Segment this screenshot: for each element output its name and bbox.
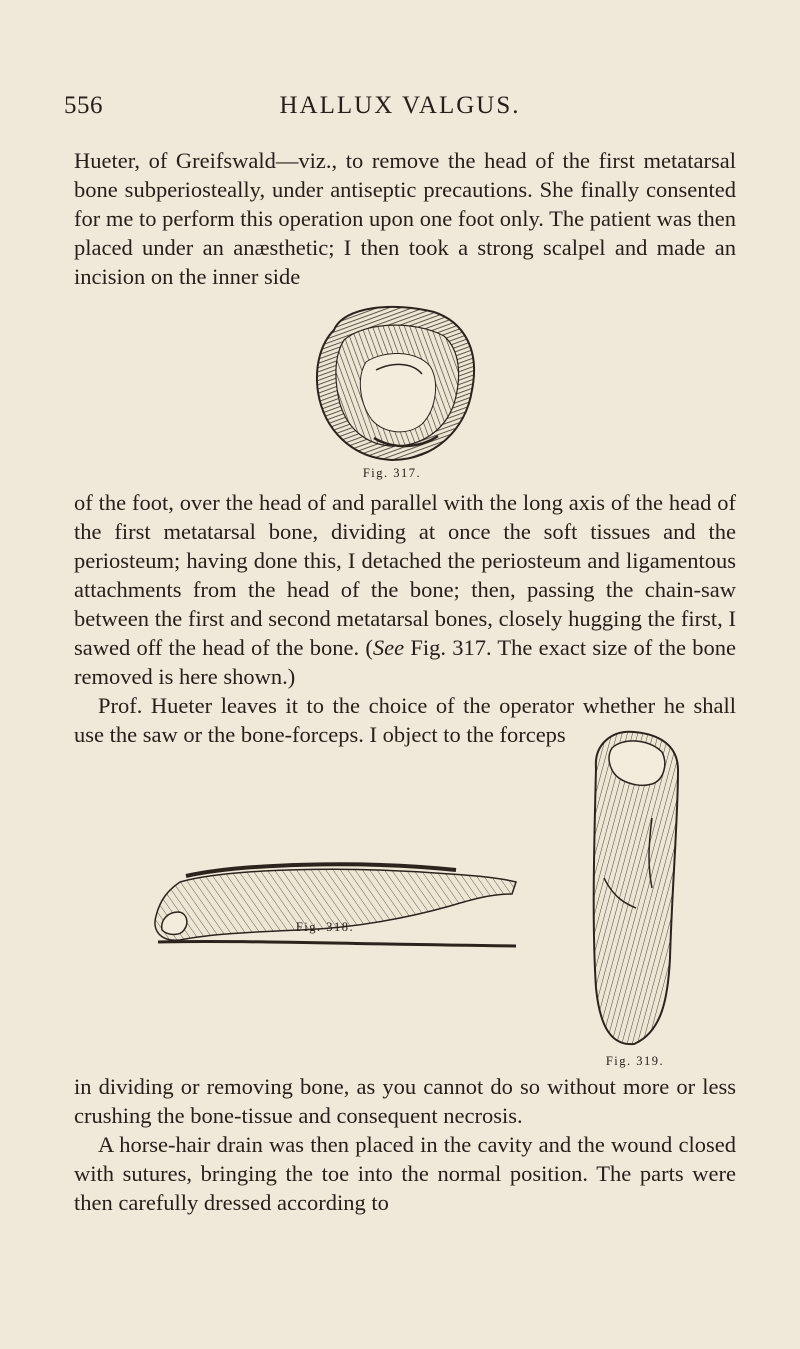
paragraph-3-text: Prof. Hueter leaves it to the choice of the operator whether he shall use the saw or the bone-forceps. I object to the forceps	[74, 693, 736, 747]
paragraph-2: of the foot, over the head of and parallel with the long axis of the head of the first metatarsal bone, dividing at once the soft tissues and the periosteum; having done this, I detached the periosteum and ligamentous attachments from the head of the bone; then, passing the chain-saw between the first and second metatarsal bones, closely hugging the first, I sawed off the head of the bone. (See Fig. 317. The exact size of the bone removed is here shown.) Prof. Hueter leaves it to the choice of the operator whether he shall use the saw or the bone-forceps. I object to the forceps	[74, 490, 737, 747]
figure-reference: Fig. 317. The exact size of the bone removed is here shown.)	[74, 635, 737, 689]
paragraph-2-text: of the foot, over the head of and parallel with the long axis of the head of the first metatarsal bone, dividing at once the soft tissues and the periosteum; having done this, I detached the periosteum and ligamentous attachments from the head of the bone; then, passing the chain-saw between the first and second metatarsal bones, closely hugging the first, I sawed off the head of the bone.	[74, 490, 736, 660]
paragraph-4-text: in dividing or removing bone, as you cannot do so without more or less crushing the bone-tissue and consequent necrosis.	[74, 1074, 736, 1128]
figure-319-caption: Fig. 319.	[605, 1054, 665, 1068]
bone-shaft-illustration	[150, 860, 522, 950]
phalanx-illustration	[582, 728, 688, 1048]
see-label: See	[372, 635, 405, 660]
paragraph-1	[74, 146, 736, 291]
paragraph-1-text: Hueter, of Greifswald—viz., to remove the head of the first metatarsal bone subperiosteally, under antiseptic precautions. She finally consented for me to perform this operation upon one foot only. The patient was then placed under an anæsthetic; I then took a strong scalpel and made an incision on the inner side	[74, 148, 736, 289]
figure-317-caption: Fig. 317.	[362, 466, 422, 480]
figure-317-bone-head	[304, 300, 480, 480]
page-header	[64, 92, 736, 126]
paragraph-5-text: A horse-hair drain was then placed in the cavity and the wound closed with sutures, bringing the toe into the normal position. The parts were then carefully dressed according to	[74, 1132, 736, 1215]
page-number: 556	[64, 92, 103, 119]
bone-head-illustration	[304, 300, 480, 462]
figure-318-bone-shaft	[150, 860, 522, 950]
figure-319-phalanx	[582, 728, 688, 1068]
figure-318-caption: Fig. 318.	[295, 920, 355, 934]
paragraph-4	[74, 1072, 736, 1217]
running-title: HALLUX VALGUS.	[279, 92, 521, 119]
